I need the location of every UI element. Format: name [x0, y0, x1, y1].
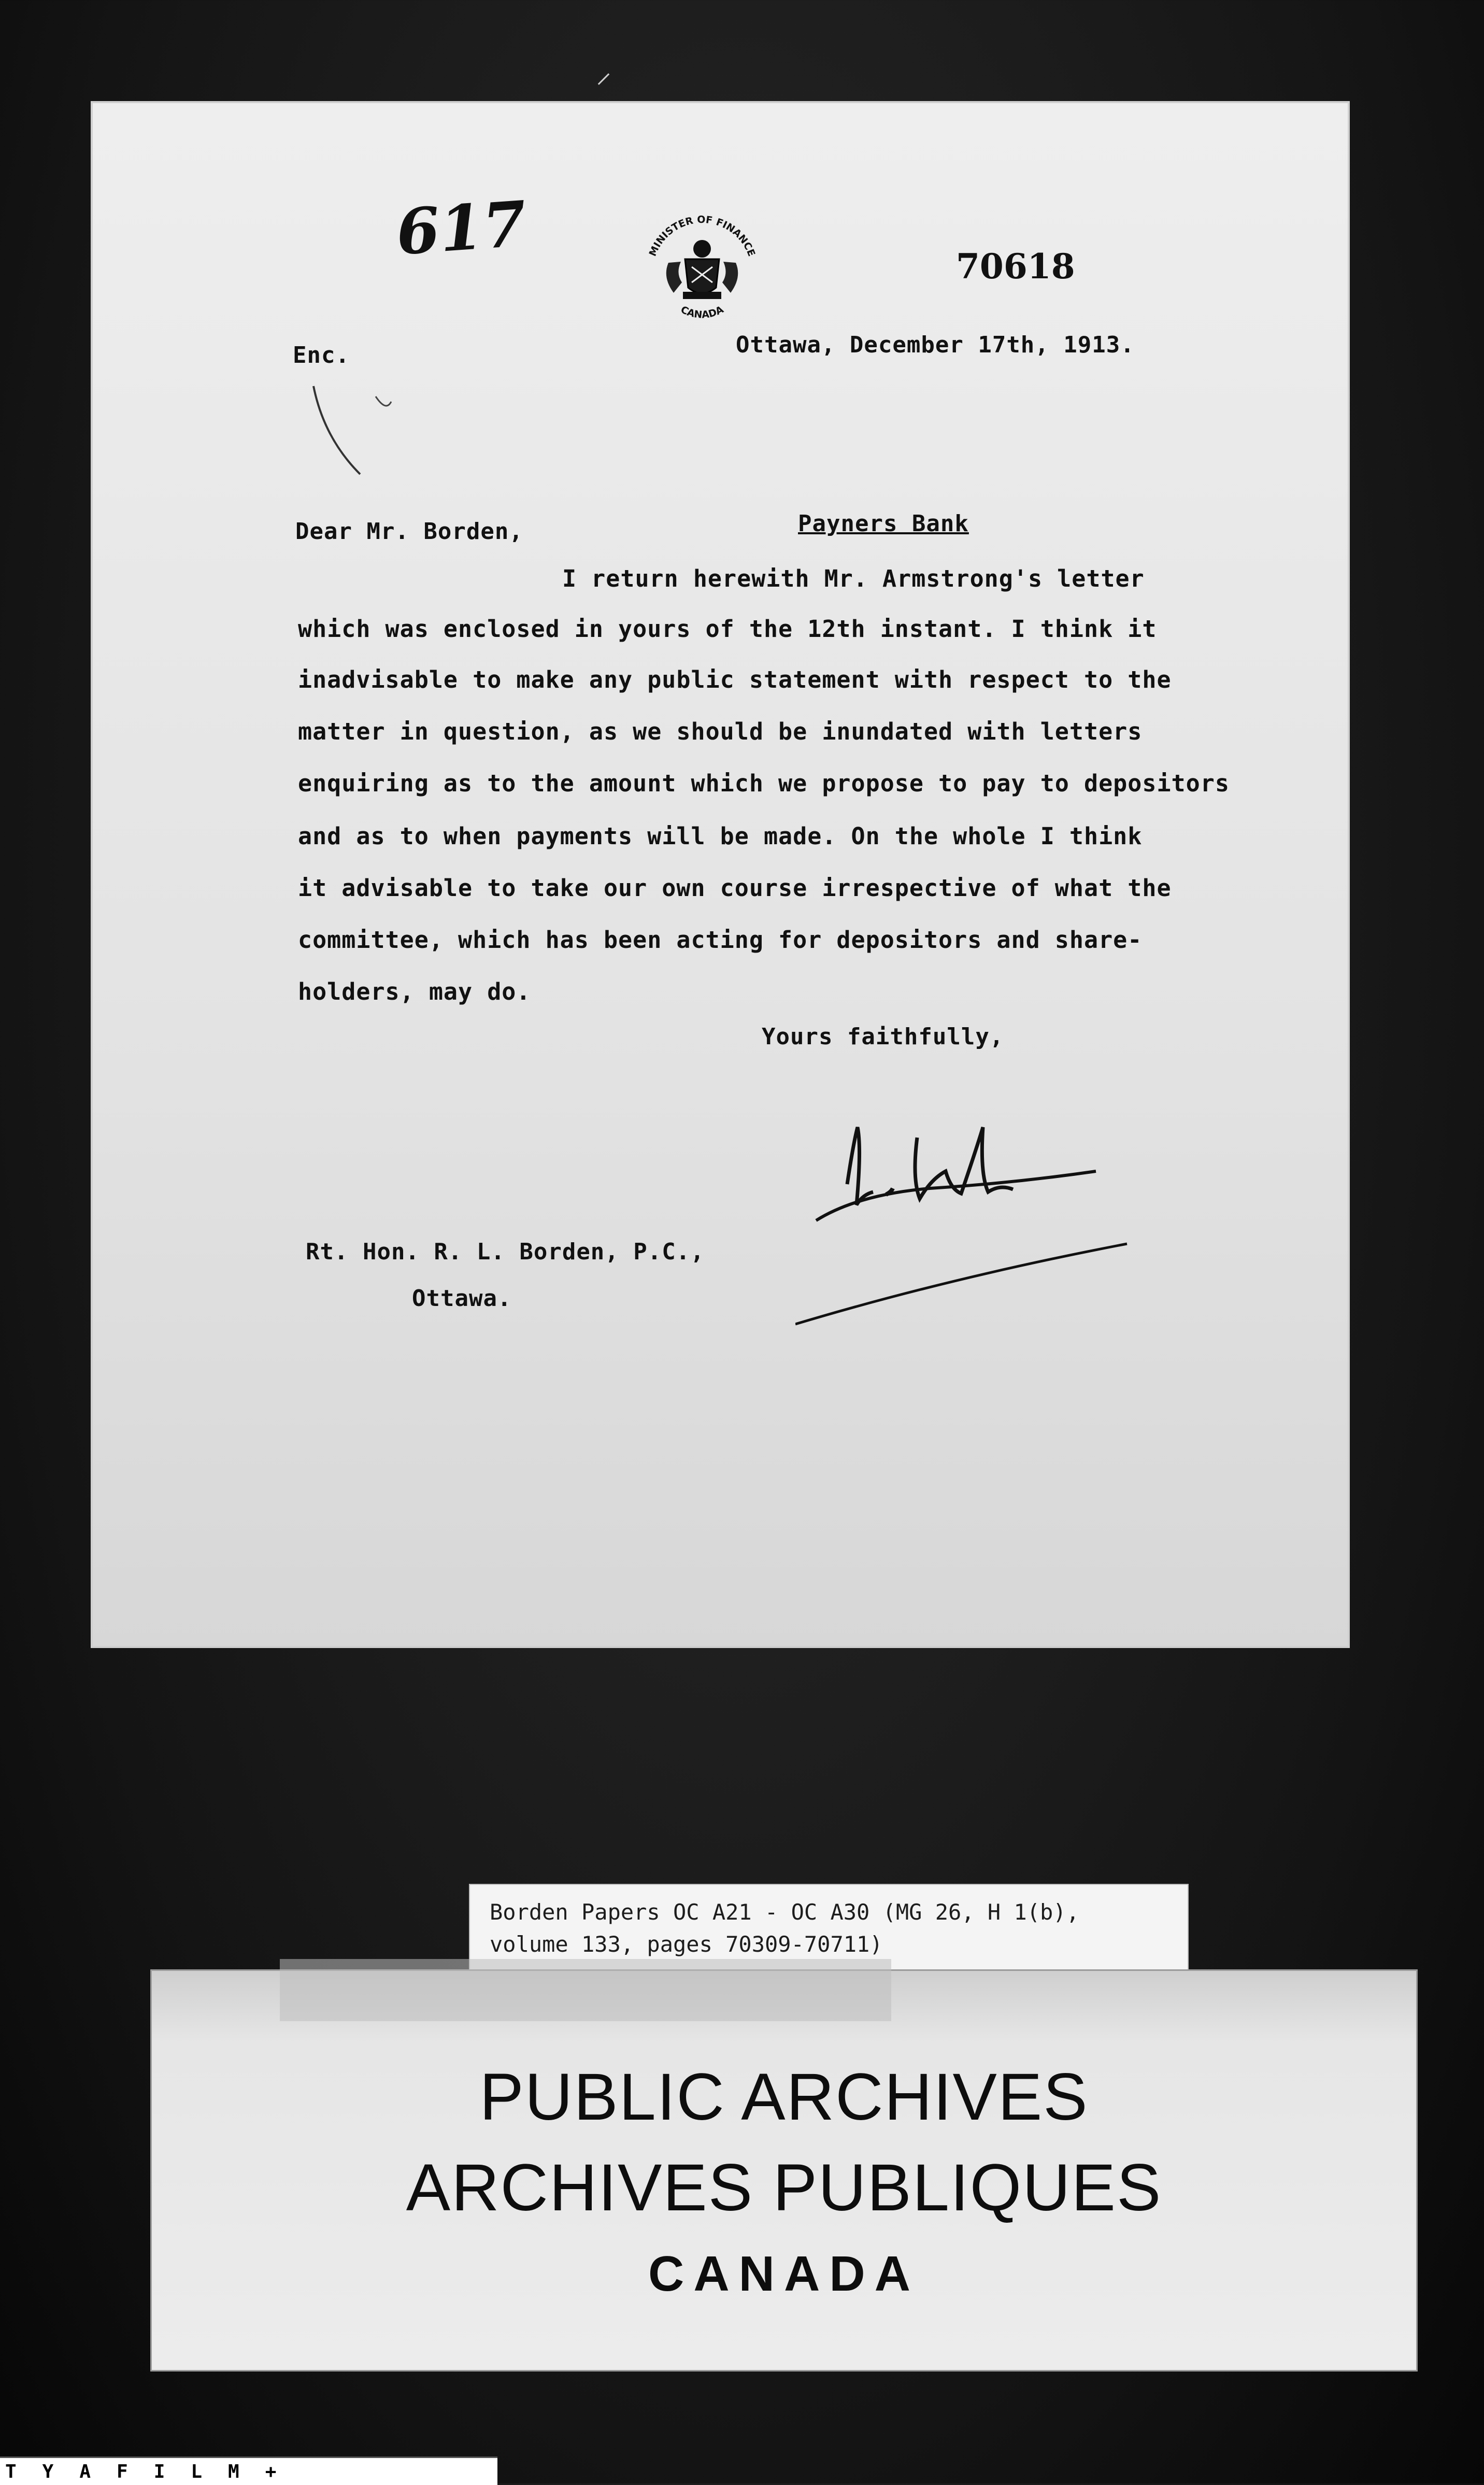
film-strip: [0, 2456, 497, 2485]
body-line: it advisable to take our own course irrespective of what the: [298, 874, 1172, 902]
reference-line: volume 133, pages 70309-70711): [490, 1932, 883, 1957]
body-line: matter in question, as we should be inundated with letters: [298, 718, 1143, 745]
enclosure-note: Enc.: [293, 342, 350, 368]
svg-text:CANADA: CANADA: [678, 304, 726, 321]
body-line: and as to when payments will be made. On the whole I think: [298, 822, 1143, 850]
svg-text:MINISTER OF FINANCE: MINISTER OF FINANCE: [647, 214, 758, 258]
archive-title-french: ARCHIVES PUBLIQUES: [406, 2151, 1162, 2225]
subject-line: Payners Bank: [798, 510, 969, 537]
body-line: committee, which has been acting for depositors and share-: [298, 926, 1143, 954]
reference-line: Borden Papers OC A21 - OC A30 (MG 26, H 1(b),: [490, 1899, 1079, 1925]
handwritten-file-number: 617: [394, 187, 529, 269]
minister-of-finance-crest: [637, 205, 767, 326]
pencil-stroke-mark: [293, 381, 407, 485]
document-number: 70618: [956, 246, 1075, 287]
addressee-city: Ottawa.: [412, 1285, 512, 1312]
closing: Yours faithfully,: [762, 1024, 1004, 1050]
letter-date: Ottawa, December 17th, 1913.: [736, 332, 1135, 358]
body-line: holders, may do.: [298, 978, 531, 1005]
adhesive-tape: [280, 1959, 891, 2021]
letter-sheet: [91, 101, 1350, 1648]
archive-country: CANADA: [648, 2246, 920, 2302]
addressee-name: Rt. Hon. R. L. Borden, P.C.,: [306, 1239, 705, 1265]
body-line: which was enclosed in yours of the 12th instant. I think it: [298, 615, 1157, 643]
body-line: enquiring as to the amount which we propose to pay to depositors: [298, 770, 1230, 797]
body-line: inadvisable to make any public statement with respect to the: [298, 666, 1172, 693]
film-tick-mark: ⸝: [596, 54, 611, 90]
salutation: Dear Mr. Borden,: [295, 518, 523, 545]
body-line: I return herewith Mr. Armstrong's letter: [562, 565, 1145, 592]
archive-card: [150, 1969, 1418, 2372]
handwritten-signature: [795, 1065, 1262, 1340]
film-code: TYAFILM+: [5, 2461, 303, 2482]
archive-title-english: PUBLIC ARCHIVES: [479, 2060, 1089, 2134]
